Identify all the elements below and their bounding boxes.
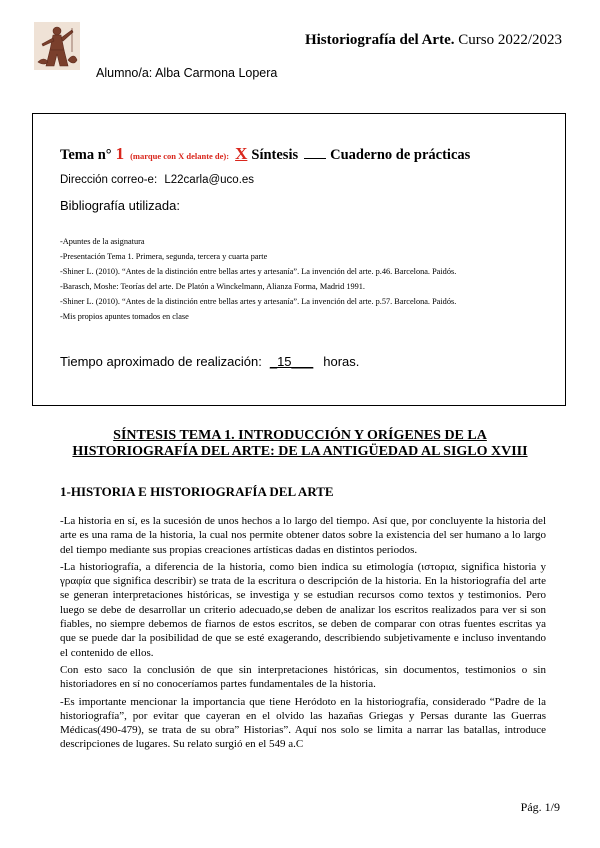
bibliography-item: -Apuntes de la asignatura xyxy=(60,237,145,246)
bibliography-item: -Mis propios apuntes tomados en clase xyxy=(60,312,189,321)
course-name: Historiografía del Arte. xyxy=(304,32,455,48)
paragraph: -La historiografía, a diferencia de la historia, como bien indica su etimología (ιστορια, significa historia y γραφία que significa describir) se trata de la escritura o descripción de la historia. En la historiografía del arte se generan interpretaciones históricas, se investiga y se estudian recursos como textos y testimonios. Pero luego se debe de desarrollar un criterio adecuado,se deben de analizar los escritos realizados para ver si son fiables, no siempre debemos de fiarnos de estos escritos, se deben de comparar con otras fuentes escritas ya que se puede dar la posibilidad de que se esté exagerando, describiendo subjetivamente e incluso inventando el contenido de ellos. xyxy=(60,560,546,659)
topic-note: (marque con X delante de): xyxy=(130,151,230,161)
email-value: L22carla@uco.es xyxy=(164,174,255,186)
bibliography-label: Bibliografía utilizada: xyxy=(60,198,180,213)
bibliography-item: -Presentación Tema 1. Primera, segunda, tercera y cuarta parte xyxy=(60,252,268,261)
document-title-line: SÍNTESIS TEMA 1. INTRODUCCIÓN Y ORÍGENES DE LA xyxy=(113,428,487,443)
email-label: Dirección correo-e: xyxy=(60,174,158,186)
university-emblem-icon xyxy=(34,22,80,70)
student-label: Alumno/a: xyxy=(96,66,153,80)
course-year: Curso 2022/2023 xyxy=(458,32,562,48)
bibliography-list xyxy=(60,234,456,324)
time-unit: horas. xyxy=(323,354,360,369)
student-line xyxy=(96,66,277,80)
email-row xyxy=(60,174,254,186)
document-title xyxy=(30,428,570,460)
bibliography-item: -Shiner L. (2010). “Antes de la distinción entre bellas artes y artesanía”. La invención del arte. p.57. Barcelona. Paidós. xyxy=(60,297,457,306)
body-text xyxy=(60,514,546,755)
paragraph: Con esto saco la conclusión de que sin interpretaciones históricas, sin documentos, testimonios o sin historiadores en sí no conoceríamos partes fundamentales de la historia. xyxy=(60,663,546,691)
paragraph: -La historia en sí, es la sucesión de unos hechos a lo largo del tiempo. Así que, por concluyente la historia del arte es una rama de la historia, la cual nos permite obtener datos sobre la existencia del ser humano a lo largo del tiempo mediante sus propias creaciones artísticas dadas en distintos periodos. xyxy=(60,515,546,556)
submission-form xyxy=(32,113,566,406)
section-heading: 1-HISTORIA E HISTORIOGRAFÍA DEL ARTE xyxy=(60,484,334,499)
notebook-blank xyxy=(304,146,326,159)
option-synthesis: Síntesis xyxy=(251,147,299,163)
time-value: _15___ xyxy=(269,354,314,369)
option-notebook: Cuaderno de prácticas xyxy=(330,147,471,163)
topic-number: 1 xyxy=(115,144,125,163)
paragraph: -Es importante mencionar la importancia que tiene Heródoto en la historiografía, considerado “Padre de la historiografía”, por evitar que cayeran en el olvido las hazañas Griegas y Persas durante las Guerras Médicas(490-479), se trata de su obra” Historias”. Aquí nos solo se limita a narrar las batallas, introduce descripciones de lugares. Su relato surgió en el 549 a.C xyxy=(60,695,546,751)
student-name: Alba Carmona Lopera xyxy=(155,66,278,80)
document-title-line: HISTORIOGRAFÍA DEL ARTE: DE LA ANTIGÜEDAD AL SIGLO XVIII xyxy=(72,444,528,459)
bibliography-item: -Shiner L. (2010). “Antes de la distinción entre bellas artes y artesanía”. La invención del arte. p.46. Barcelona. Paidós. xyxy=(60,267,457,276)
time-label: Tiempo aproximado de realización: xyxy=(60,354,262,369)
topic-line xyxy=(60,144,470,164)
page-number: Pág. 1/9 xyxy=(520,800,560,814)
synthesis-checkmark: X xyxy=(235,144,248,163)
topic-label: Tema n° xyxy=(60,147,112,163)
course-title xyxy=(305,32,562,49)
bibliography-item: -Barasch, Moshe: Teorías del arte. De Platón a Winckelmann, Alianza Forma, Madrid 1991. xyxy=(60,282,365,291)
time-row xyxy=(60,354,359,369)
